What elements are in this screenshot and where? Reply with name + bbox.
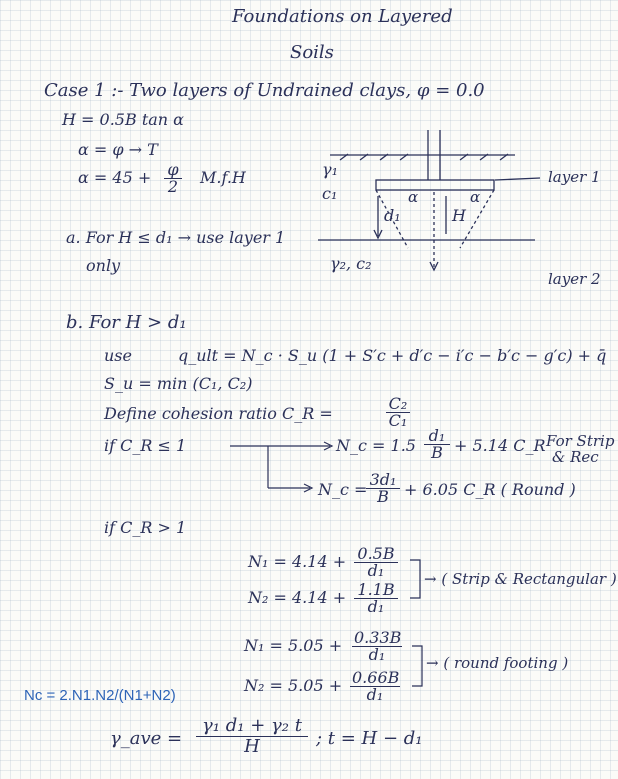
use-label: use <box>104 346 132 365</box>
alpha-equation-1: α = φ → T <box>78 140 158 159</box>
alpha-equation-2: α = 45 + <box>78 168 152 187</box>
gamma2-c2-label: γ₂, c₂ <box>330 254 372 273</box>
gamma-ave-fraction: $\frac{\text{γ₁ d₁ + γ₂ t}}{H}$ <box>196 716 308 757</box>
if-cr-gt-1: if C_R > 1 <box>104 518 187 537</box>
part-a-line-1: a. For H ≤ d₁ → use layer 1 <box>66 228 286 247</box>
c1-label: c₁ <box>322 184 338 203</box>
strip-n1-lhs: N₁ = 4.14 + <box>248 552 347 571</box>
if-cr-le-1: if C_R ≤ 1 <box>104 436 187 455</box>
part-a-line-2: only <box>86 256 121 275</box>
strip-n2-fraction: $\frac{1.1B}{\text{d₁}}$ <box>354 582 398 615</box>
title-line-1: Foundations on Layered <box>232 6 453 27</box>
qult-equation: q_ult = N_c · S_u (1 + S′c + d′c − i′c − b′c − g′c) + q̄ <box>178 346 607 365</box>
strip-n1-fraction: $\frac{0.5B}{\text{d₁}}$ <box>354 546 398 579</box>
alpha-note: M.f.H <box>200 168 246 187</box>
strip-group-note: → ( Strip & Rectangular ) <box>424 570 617 588</box>
typed-nc-formula: Nc = 2.N1.N2/(N1+N2) <box>24 687 176 704</box>
alpha-right-label: α <box>470 188 481 206</box>
h-equation: H = 0.5B tan α <box>62 110 184 129</box>
h-label: H <box>452 206 466 225</box>
round-group-note: → ( round footing ) <box>426 654 569 672</box>
alpha-left-label: α <box>408 188 419 206</box>
nc-round-rhs: + 6.05 C_R ( Round ) <box>404 480 576 499</box>
round-n1-fraction: $\frac{0.33B}{\text{d₁}}$ <box>354 628 402 664</box>
nc-round-lhs: N_c = <box>318 480 368 499</box>
strip-n2-lhs: N₂ = 4.14 + <box>248 588 347 607</box>
alpha-fraction: $\frac{\varphi}{2}$ <box>164 162 182 195</box>
cr-fraction: $\frac{\text{C₂}}{\text{C₁}}$ <box>386 396 410 429</box>
d1-label: d₁ <box>384 206 401 225</box>
nc-strip-fraction: $\frac{\text{d₁}}{B}$ <box>424 428 450 461</box>
gamma-ave-lhs: γ_ave = <box>110 728 183 749</box>
layer1-label: layer 1 <box>548 168 601 186</box>
layer2-label: layer 2 <box>548 270 601 288</box>
round-n1-lhs: N₁ = 5.05 + <box>244 636 343 655</box>
round-n2-lhs: N₂ = 5.05 + <box>244 676 343 695</box>
round-n2-fraction: $\frac{0.66B}{\text{d₁}}$ <box>352 668 400 704</box>
case1-heading: Case 1 :- Two layers of Undrained clays, φ = 0.0 <box>44 80 485 101</box>
nc-strip-lhs: N_c = 1.5 <box>336 436 416 455</box>
define-cohesion-ratio: Define cohesion ratio C_R = <box>104 404 333 423</box>
gamma-ave-rhs: ; t = H − d₁ <box>316 728 423 749</box>
strip-note-1: For Strip <box>546 432 615 450</box>
title-line-2: Soils <box>290 42 334 63</box>
nc-round-fraction: $\frac{\text{3d₁}}{B}$ <box>366 472 400 505</box>
su-equation: S_u = min (C₁, C₂) <box>104 374 253 393</box>
part-b-heading: b. For H > d₁ <box>66 312 187 333</box>
nc-strip-rhs: + 5.14 C_R <box>454 436 546 455</box>
strip-note-2: & Rec <box>552 448 599 466</box>
gamma1-label: γ₁ <box>322 160 338 179</box>
